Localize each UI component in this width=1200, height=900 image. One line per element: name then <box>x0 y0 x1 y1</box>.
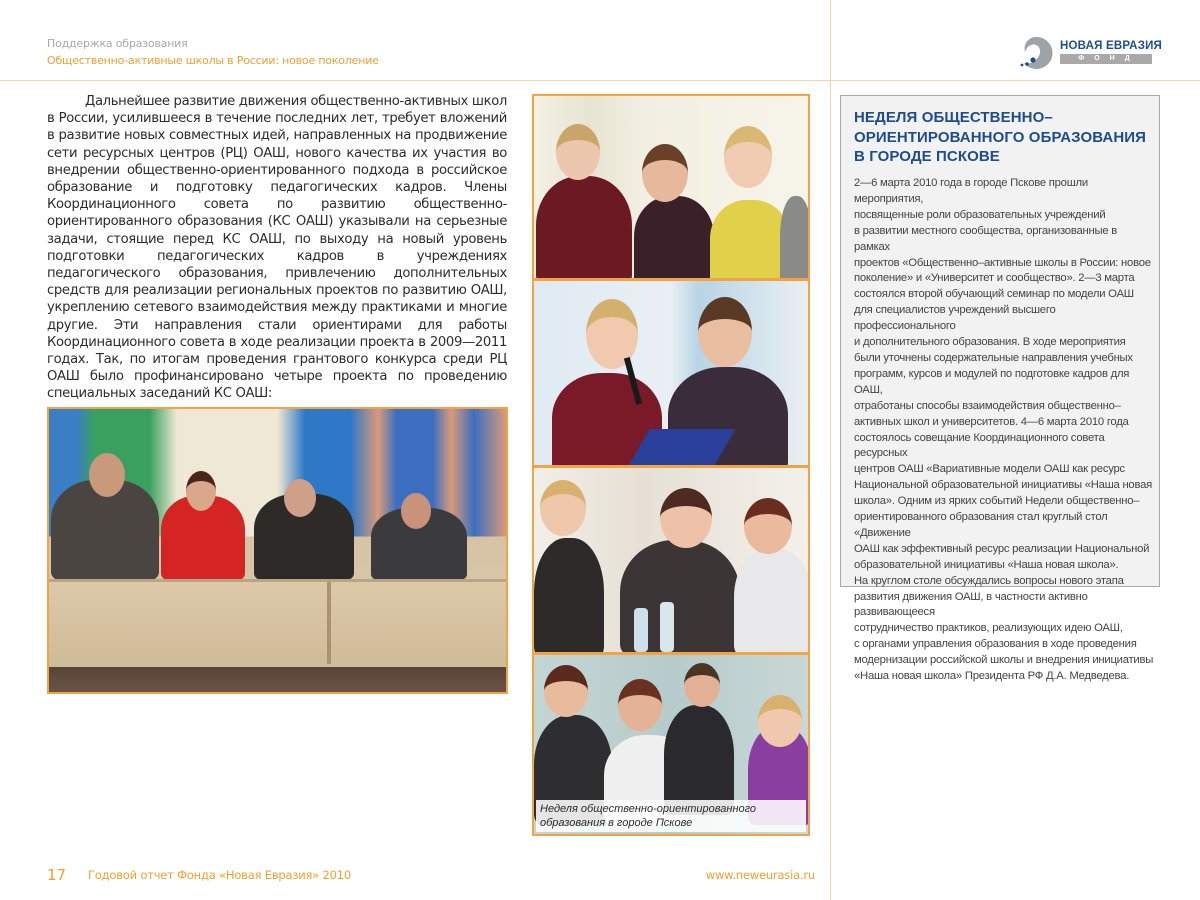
water-bottle <box>660 602 674 652</box>
photo-schoolgirls <box>532 94 810 280</box>
person-figure <box>534 538 604 654</box>
person-head <box>758 695 802 747</box>
sidebar-infobox <box>840 95 1160 683</box>
header-divider <box>0 80 1200 81</box>
main-paragraph: Дальнейшее развитие движения общественно-активных школ в России, усилившееся в течение последних лет, требует вложений в развитие новых совместных идей, направленных на продвижение сети ресурсных центров (РЦ) ОАШ, нового качества их участия во внедрении общественно-ориентированного подхода в российское образование и подготовку педагогических кадров. Члены Координационного совета по развитию общественно-ориентированного образования (КС ОАШ) указывали на серьезные задачи, стоящие перед КС ОАШ, по выходу на новый уровень подготовки педагогических кадров в учреждениях педагогического образования, привлечению дополнительных средств для реализации региональных проектов по развитию ОАШ, укреплению сетевого взаимодействия между практиками и многие другие. Эти направления стали ориентирами для работы Координационного совета в ходе реализации проекта в 2009—2011 годах. Так, по итогам проведения грантового конкурса среди РЦ ОАШ было профинансировано четыре проекта по проведению специальных заседаний КС ОАШ: <box>47 94 507 402</box>
foundation-logo-icon <box>1018 35 1054 71</box>
person-head <box>642 144 688 202</box>
person-figure <box>780 196 810 280</box>
person-head <box>401 493 431 529</box>
person-head <box>186 471 216 511</box>
person-head <box>618 679 662 731</box>
person-figure <box>664 705 734 815</box>
photo-meeting-table <box>47 407 508 694</box>
person-figure <box>634 196 714 280</box>
person-figure <box>734 548 810 654</box>
table-divider <box>327 582 331 664</box>
foundation-logo <box>1018 35 1163 71</box>
header-subsection: Общественно-активные школы в России: новое поколение <box>47 54 379 67</box>
table <box>49 579 506 667</box>
person-figure <box>710 200 790 280</box>
header-section: Поддержка образования <box>47 37 188 50</box>
sidebar-title-line: В ГОРОДЕ ПСКОВЕ <box>854 148 1000 165</box>
person-head <box>540 480 586 536</box>
person-head <box>744 498 792 554</box>
sidebar-title-line: НЕДЕЛЯ ОБЩЕСТВЕННО– <box>854 109 1053 126</box>
person-head <box>684 663 720 707</box>
water-bottle <box>634 608 648 652</box>
person-head <box>698 297 752 367</box>
person-head <box>284 479 316 517</box>
page-number: 17 <box>47 866 67 884</box>
person-head <box>660 488 712 548</box>
logo-subtitle: ФОНД <box>1060 54 1152 64</box>
person-head <box>544 665 588 717</box>
sidebar-title-line: ОРИЕНТИРОВАННОГО ОБРАЗОВАНИЯ <box>854 128 1147 146</box>
photo-girl-microphone <box>532 279 810 467</box>
person-head <box>89 453 125 497</box>
page-divider-vertical <box>830 0 831 900</box>
person-head <box>556 124 600 180</box>
photo-caption: Неделя общественно-ориентированного образования в городе Пскове <box>536 800 806 832</box>
footer-url-link[interactable]: www.neweurasia.ru <box>705 868 815 882</box>
logo-name: НОВАЯ ЕВРАЗИЯ <box>1060 40 1163 52</box>
footer-title: Годовой отчет Фонда «Новая Евразия» 2010 <box>88 868 352 882</box>
photo-women-table <box>532 466 810 654</box>
photo-seminar <box>532 653 810 836</box>
sidebar-body: 2—6 марта 2010 года в городе Пскове прошли мероприятия, посвященные роли образовательных учреждений в развитии местного сообщества, организованные в рамках проектов «Общественно–активные школы в России: новое поколение» и «Университет и сообщество». 2—3 марта состоялся второй обучающий семинар по модели ОАШ для специалистов учреждений высшего профессионального и дополнительного образования. В ходе мероприятия были уточнены содержательные направления учебных программ, курсов и модулей по подготовке кадров для ОАШ, отработаны способы взаимодействия общественно– активных школ и университетов. 4—6 марта 2010 года состоялось совещание Координационного совета ресурсных центров ОАШ «Вариативные модели ОАШ как ресурс Национальной образовательной инициативы «Наша новая школа». Одним из ярких событий Недели общественно– ориентированного образования стал круглый стол «Движение ОАШ как эффективный ресурс реализации Национальной образовательной инициативы «Наша новая школа». На круглом столе обсуждались вопросы нового этапа развития движения ОАШ, в частности активно развивающееся сотрудничество практиков, реализующих идею ОАШ, с органами управления образования в ходе проведения модернизации российской школы и внедрения инициативы «Наша новая школа» Президента РФ Д.А. Медведева. <box>854 177 1154 683</box>
sidebar-title <box>854 108 1150 167</box>
person-head <box>724 126 772 188</box>
person-figure <box>536 176 632 280</box>
